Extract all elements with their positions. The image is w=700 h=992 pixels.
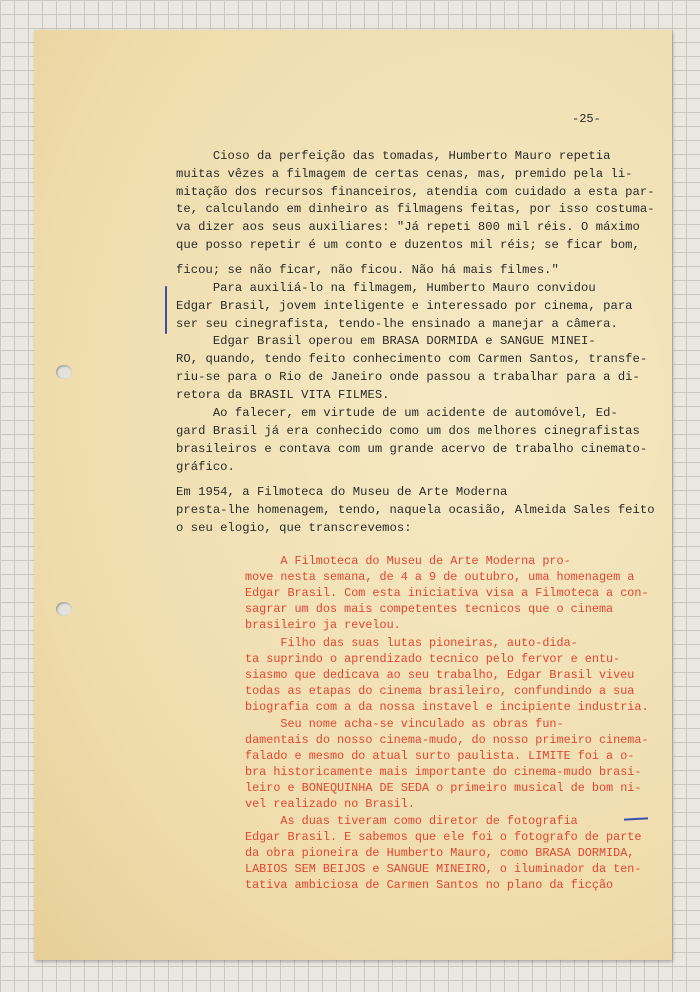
quote-line: Filho das suas lutas pioneiras, auto-dida- <box>245 636 578 650</box>
quote-line: ta suprindo o aprendizado tecnico pelo fervor e entu- <box>245 652 621 666</box>
punch-hole-upper <box>56 365 72 379</box>
text-line: mitação dos recursos financeiros, atendia com cuidado a esta par- <box>176 185 655 199</box>
text-line: o seu elogio, que transcrevemos: <box>176 521 412 535</box>
text-line: Edgar Brasil operou em BRASA DORMIDA e SANGUE MINEI- <box>176 334 596 348</box>
quote-line: brasileiro ja revelou. <box>245 618 401 632</box>
text-line: presta-lhe homenagem, tendo, naquela ocasião, Almeida Sales feito <box>176 503 655 517</box>
text-line: ficou; se não ficar, não ficou. Não há mais filmes." <box>176 263 559 277</box>
text-line: riu-se para o Rio de Janeiro onde passou a trabalhar para a di- <box>176 370 640 384</box>
text-line: va dizer aos seus auxiliares: "Já repeti 800 mil réis. O máximo <box>176 220 640 234</box>
quote-line: todas as etapas do cinema brasileiro, confundindo a sua <box>245 684 635 698</box>
quote-line: damentais do nosso cinema-mudo, do nosso primeiro cinema- <box>245 733 649 747</box>
page-number: -25- <box>572 112 601 126</box>
text-line: brasileiros e contava com um grande acervo de trabalho cinemato- <box>176 442 648 456</box>
text-line: muitas vêzes a filmagem de certas cenas, mas, premido pela li- <box>176 167 633 181</box>
text-line: Em 1954, a Filmoteca do Museu de Arte Moderna <box>176 485 508 499</box>
text-line: Edgar Brasil, jovem inteligente e interessado por cinema, para <box>176 299 633 313</box>
text-line: retora da BRASIL VITA FILMES. <box>176 388 390 402</box>
text-line: gard Brasil já era conhecido como um dos melhores cinegrafistas <box>176 424 640 438</box>
quote-line: da obra pioneira de Humberto Mauro, como BRASA DORMIDA, <box>245 846 635 860</box>
quote-line: Edgar Brasil. E sabemos que ele foi o fotografo de parte <box>245 830 642 844</box>
quote-line: falado e mesmo do atual surto paulista. LIMITE foi a o- <box>245 749 635 763</box>
quote-line: LABIOS SEM BEIJOS e SANGUE MINEIRO, o iluminador da ten- <box>245 862 642 876</box>
margin-mark <box>165 286 167 334</box>
quote-line: As duas tiveram como diretor de fotografia <box>245 814 578 828</box>
text-line: gráfico. <box>176 460 235 474</box>
text-line: que posso repetir é um conto e duzentos mil réis; se ficar bom, <box>176 238 640 252</box>
quote-line: A Filmoteca do Museu de Arte Moderna pro- <box>245 554 571 568</box>
quote-line: leiro e BONEQUINHA DE SEDA o primeiro musical de bom ni- <box>245 781 642 795</box>
quote-line: Edgar Brasil. Com esta iniciativa visa a Filmoteca a con- <box>245 586 649 600</box>
quote-line: Seu nome acha-se vinculado as obras fun- <box>245 717 564 731</box>
text-line: ser seu cinegrafista, tendo-lhe ensinado a manejar a câmera. <box>176 317 618 331</box>
text-line: Ao falecer, em virtude de um acidente de automóvel, Ed- <box>176 406 618 420</box>
quote-line: siasmo que dedicava ao seu trabalho, Edgar Brasil viveu <box>245 668 635 682</box>
text-line: te, calculando em dinheiro as filmagens feitas, por isso costuma- <box>176 202 655 216</box>
text-line: RO, quando, tendo feito conhecimento com Carmen Santos, transfe- <box>176 352 648 366</box>
text-line: Para auxiliá-lo na filmagem, Humberto Mauro convidou <box>176 281 596 295</box>
quote-line: tativa ambiciosa de Carmen Santos no plano da ficção <box>245 878 614 892</box>
punch-hole-lower <box>56 602 72 616</box>
text-line: Cioso da perfeição das tomadas, Humberto Mauro repetia <box>176 149 611 163</box>
quote-line: bra historicamente mais importante do cinema-mudo brasi- <box>245 765 642 779</box>
quote-line: biografia com a da nossa instavel e incipiente industria. <box>245 700 649 714</box>
quote-line: move nesta semana, de 4 a 9 de outubro, uma homenagem a <box>245 570 635 584</box>
quote-line: vel realizado no Brasil. <box>245 797 415 811</box>
quote-line: sagrar um dos mais competentes tecnicos que o cinema <box>245 602 614 616</box>
